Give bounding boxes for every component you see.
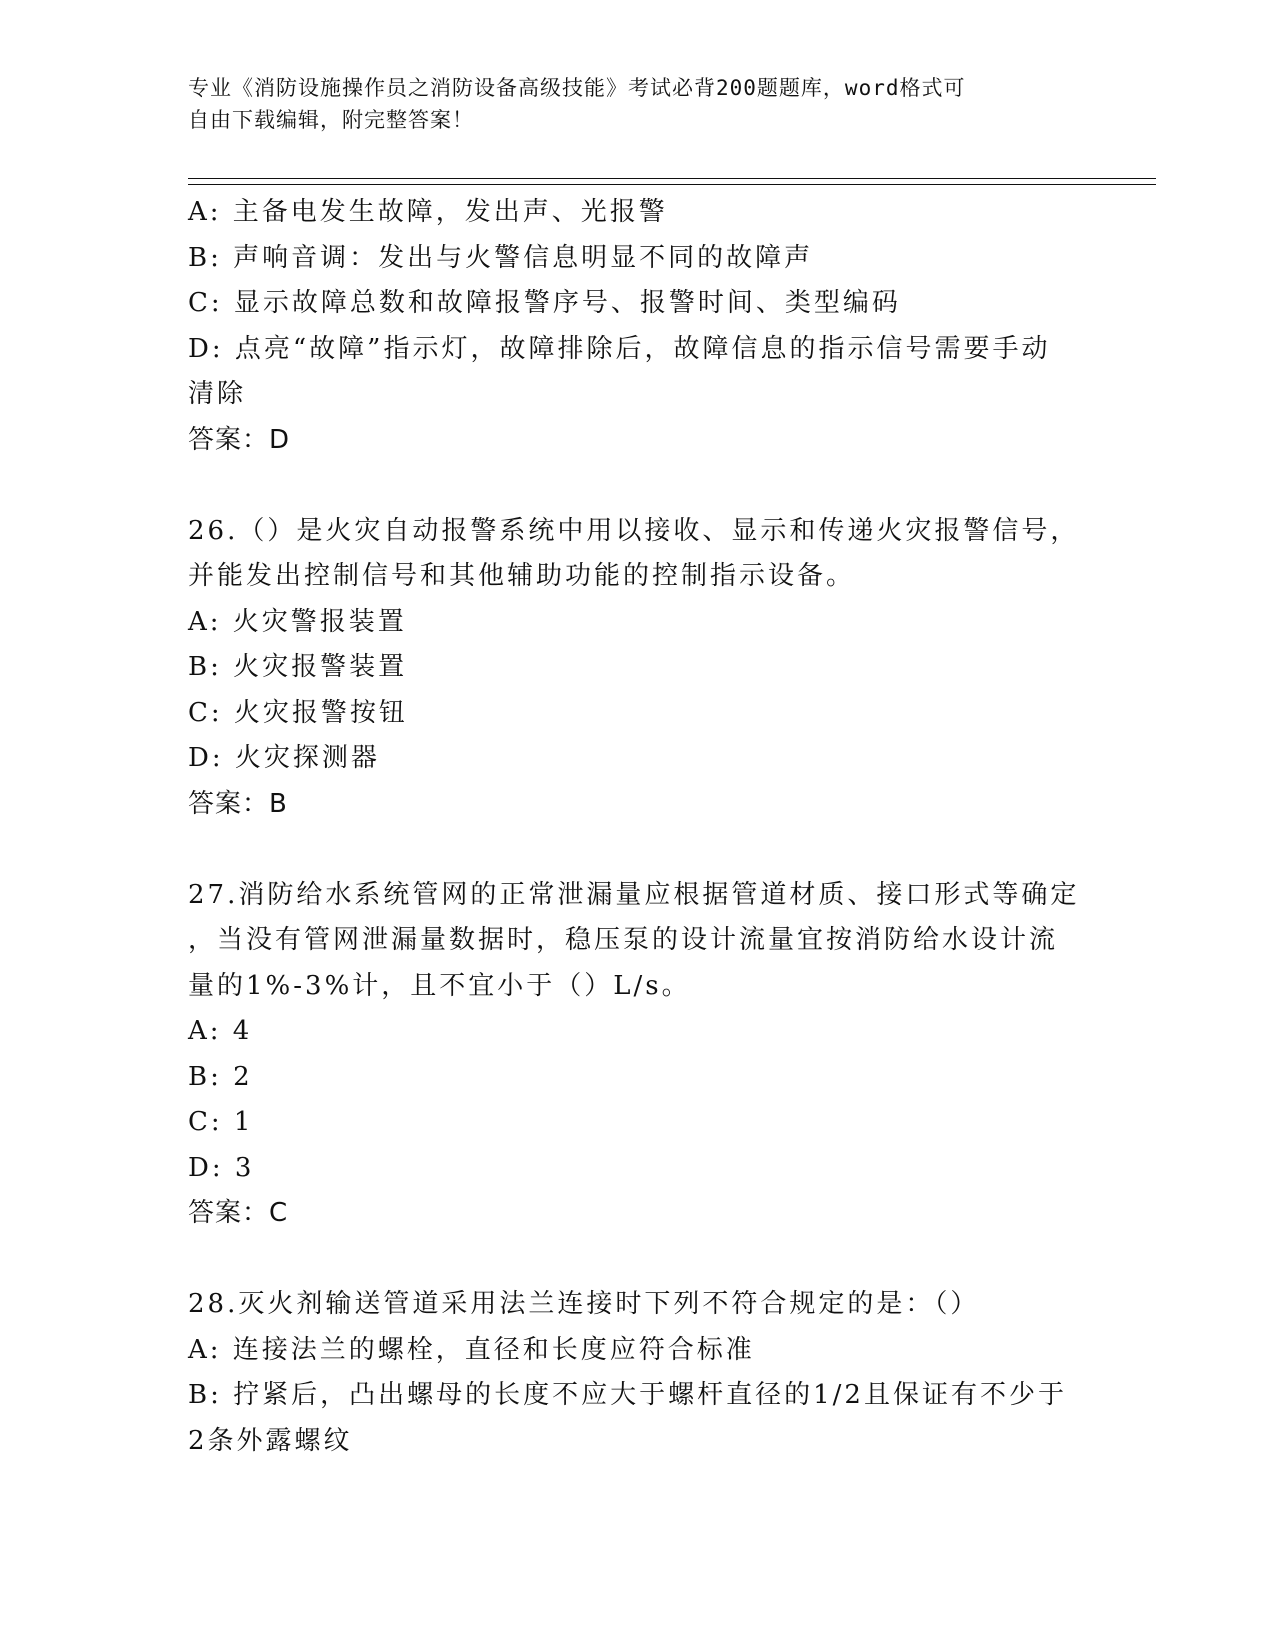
option-d: D: 3 — [188, 1152, 255, 1183]
header-line-2: 自由下载编辑，附完整答案！ — [188, 108, 474, 132]
option-b: B: 拧紧后，凸出螺母的长度不应大于螺杆直径的1/2且保证有不少于 — [188, 1380, 1067, 1410]
option-a: A: 主备电发生故障，发出声、光报警 — [188, 197, 668, 227]
option-b: B: 火灾报警装置 — [188, 652, 408, 682]
answer: 答案：B — [188, 788, 288, 819]
question-list — [188, 190, 1088, 1464]
option-a: A: 连接法兰的螺栓，直径和长度应符合标准 — [188, 1334, 755, 1365]
option-b: B: 声响音调：发出与火警信息明显不同的故障声 — [188, 242, 814, 273]
question-25 — [188, 190, 1088, 463]
question-stem: 27.消防给水系统管网的正常泄漏量应根据管道材质、接口形式等确定 — [188, 879, 1080, 910]
option-a: A: 火灾警报装置 — [188, 606, 407, 637]
option-c: C: 火灾报警按钮 — [188, 697, 408, 728]
spacer — [188, 1237, 1088, 1283]
answer: 答案：D — [188, 424, 291, 455]
question-stem: 26.（）是火灾自动报警系统中用以接收、显示和传递火灾报警信号， — [188, 515, 1080, 546]
question-27 — [188, 873, 1088, 1237]
question-stem-continued: ，当没有管网泄漏量数据时，稳压泵的设计流量宜按消防给水设计流 — [188, 925, 1059, 955]
option-c: C: 显示故障总数和故障报警序号、报警时间、类型编码 — [188, 288, 901, 318]
document-header — [188, 72, 1088, 136]
spacer — [188, 827, 1088, 873]
spacer — [188, 463, 1088, 509]
question-stem-continued: 量的1%-3%计，且不宜小于（）L/s。 — [188, 970, 691, 1001]
header-rule-bottom — [188, 184, 1156, 185]
header-line-1: 专业《消防设施操作员之消防设备高级技能》考试必背200题题库，word格式可 — [188, 76, 966, 100]
option-b: B: 2 — [188, 1061, 253, 1092]
header-rule-top — [188, 178, 1156, 179]
option-d-continued: 清除 — [188, 379, 247, 409]
option-b-continued: 2条外露螺纹 — [188, 1425, 353, 1456]
option-d: D: 火灾探测器 — [188, 743, 380, 773]
option-d: D: 点亮“故障”指示灯，故障排除后，故障信息的指示信号需要手动 — [188, 333, 1051, 364]
question-stem: 28.灭火剂输送管道采用法兰连接时下列不符合规定的是：（） — [188, 1289, 980, 1319]
option-a: A: 4 — [188, 1016, 253, 1046]
option-c: C: 1 — [188, 1107, 254, 1137]
answer: 答案：C — [188, 1198, 289, 1228]
question-28 — [188, 1282, 1088, 1464]
question-26 — [188, 509, 1088, 828]
question-stem-continued: 并能发出控制信号和其他辅助功能的控制指示设备。 — [188, 561, 856, 591]
